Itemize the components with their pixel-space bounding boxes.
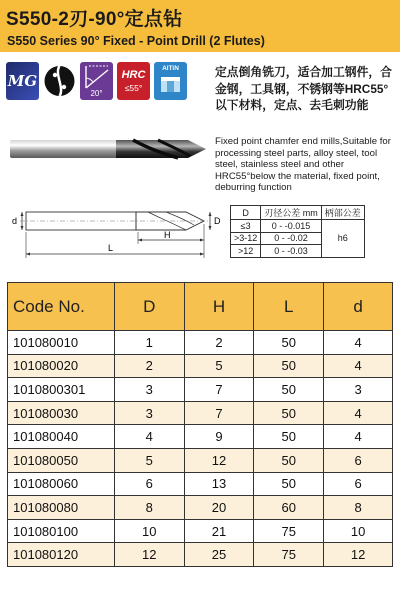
cell-code: 101080100 — [8, 519, 115, 543]
cell-L: 50 — [254, 401, 324, 425]
cell-D: 10 — [114, 519, 184, 543]
cell-H: 7 — [184, 401, 254, 425]
angle-20-label: 20° — [90, 89, 103, 98]
cell-H: 13 — [184, 472, 254, 496]
cell-code: 101080010 — [8, 331, 115, 355]
cell-d: 8 — [324, 496, 393, 520]
page-title: S550-2刃-90°定点钻 — [6, 9, 183, 30]
cell-L: 50 — [254, 331, 324, 355]
cell-H: 7 — [184, 378, 254, 402]
description-english: Fixed point chamfer end mills,Suitable for processing steel parts, alloy steel, tool steel, stainless steel and other HRC55°below the material, fixed point, deburring function — [215, 136, 391, 194]
feature-icons — [6, 62, 187, 102]
angle-20-icon — [80, 62, 113, 100]
drill-photo — [8, 134, 208, 164]
cell-L: 60 — [254, 496, 324, 520]
cell-code: 101080120 — [8, 543, 115, 567]
table-row — [8, 496, 393, 520]
cell-D: 3 — [114, 401, 184, 425]
table-row — [8, 519, 393, 543]
label-D: D — [214, 216, 221, 226]
cell-d: 4 — [324, 401, 393, 425]
hrc-sub-label: ≤55° — [124, 83, 143, 93]
cell-code: 1010800301 — [8, 378, 115, 402]
label-d: d — [12, 216, 18, 226]
cell-code: 101080050 — [8, 448, 115, 472]
cell-H: 12 — [184, 448, 254, 472]
technical-drawing — [8, 194, 223, 264]
spec-tolerance: 0 - -0.03 — [261, 245, 322, 258]
spec-header-d: D — [231, 206, 261, 220]
spec-range: >12 — [231, 245, 261, 258]
spec-tolerance: 0 - -0.02 — [261, 232, 322, 245]
table-row — [8, 401, 393, 425]
cell-D: 2 — [114, 354, 184, 378]
table-row — [8, 354, 393, 378]
header-d-diameter: D — [114, 283, 184, 331]
spec-shank-tolerance: h6 — [321, 220, 364, 258]
cell-d: 4 — [324, 425, 393, 449]
two-flute-icon — [43, 62, 76, 100]
spec-range: ≤3 — [231, 220, 261, 233]
altin-label: AlTiN — [162, 65, 179, 72]
cell-code: 101080030 — [8, 401, 115, 425]
header-l-length: L — [254, 283, 324, 331]
table-row — [8, 472, 393, 496]
cell-d: 6 — [324, 448, 393, 472]
table-row — [8, 378, 393, 402]
table-row — [8, 543, 393, 567]
cell-d: 4 — [324, 354, 393, 378]
cell-D: 12 — [114, 543, 184, 567]
hrc-icon — [117, 62, 150, 100]
cell-L: 50 — [254, 378, 324, 402]
table-row — [8, 331, 393, 355]
cell-D: 1 — [114, 331, 184, 355]
cell-D: 6 — [114, 472, 184, 496]
cell-L: 75 — [254, 519, 324, 543]
cell-d: 10 — [324, 519, 393, 543]
spec-header-shank: 柄部公差 — [321, 206, 364, 220]
spec-header-tolerance: 刃径公差 mm — [261, 206, 322, 220]
cell-D: 3 — [114, 378, 184, 402]
mg-icon — [6, 62, 39, 100]
product-table — [7, 282, 393, 567]
cell-L: 50 — [254, 425, 324, 449]
cell-d: 12 — [324, 543, 393, 567]
cell-code: 101080080 — [8, 496, 115, 520]
header-d-shank: d — [324, 283, 393, 331]
cell-d: 6 — [324, 472, 393, 496]
cell-D: 4 — [114, 425, 184, 449]
cell-L: 50 — [254, 472, 324, 496]
hrc-label: HRC — [121, 69, 146, 81]
label-L: L — [108, 243, 114, 253]
table-row — [8, 425, 393, 449]
cell-H: 21 — [184, 519, 254, 543]
cell-D: 8 — [114, 496, 184, 520]
cell-code: 101080060 — [8, 472, 115, 496]
cell-H: 2 — [184, 331, 254, 355]
spec-range: >3-12 — [231, 232, 261, 245]
spec-tolerance: 0 - -0.015 — [261, 220, 322, 233]
cell-H: 5 — [184, 354, 254, 378]
tolerance-table — [230, 205, 365, 258]
cell-L: 50 — [254, 448, 324, 472]
cell-H: 9 — [184, 425, 254, 449]
header-h-length: H — [184, 283, 254, 331]
header-bar — [0, 0, 400, 52]
mg-icon-label: MG — [7, 72, 38, 90]
cell-L: 50 — [254, 354, 324, 378]
description-chinese: 定点倒角铣刀，适合加工钢件，合金钢，工具钢，不锈钢等HRC55°以下材料，定点、去毛刺功能 — [215, 65, 392, 112]
page-subtitle: S550 Series 90° Fixed - Point Drill (2 Flutes) — [7, 34, 265, 48]
product-table-header — [8, 283, 393, 331]
table-row — [8, 448, 393, 472]
altin-coating-icon — [154, 62, 187, 100]
cell-D: 5 — [114, 448, 184, 472]
cell-d: 4 — [324, 331, 393, 355]
cell-d: 3 — [324, 378, 393, 402]
cell-code: 101080020 — [8, 354, 115, 378]
cell-H: 20 — [184, 496, 254, 520]
header-code-no: Code No. — [8, 283, 115, 331]
label-H: H — [164, 230, 171, 240]
cell-L: 75 — [254, 543, 324, 567]
cell-H: 25 — [184, 543, 254, 567]
cell-code: 101080040 — [8, 425, 115, 449]
